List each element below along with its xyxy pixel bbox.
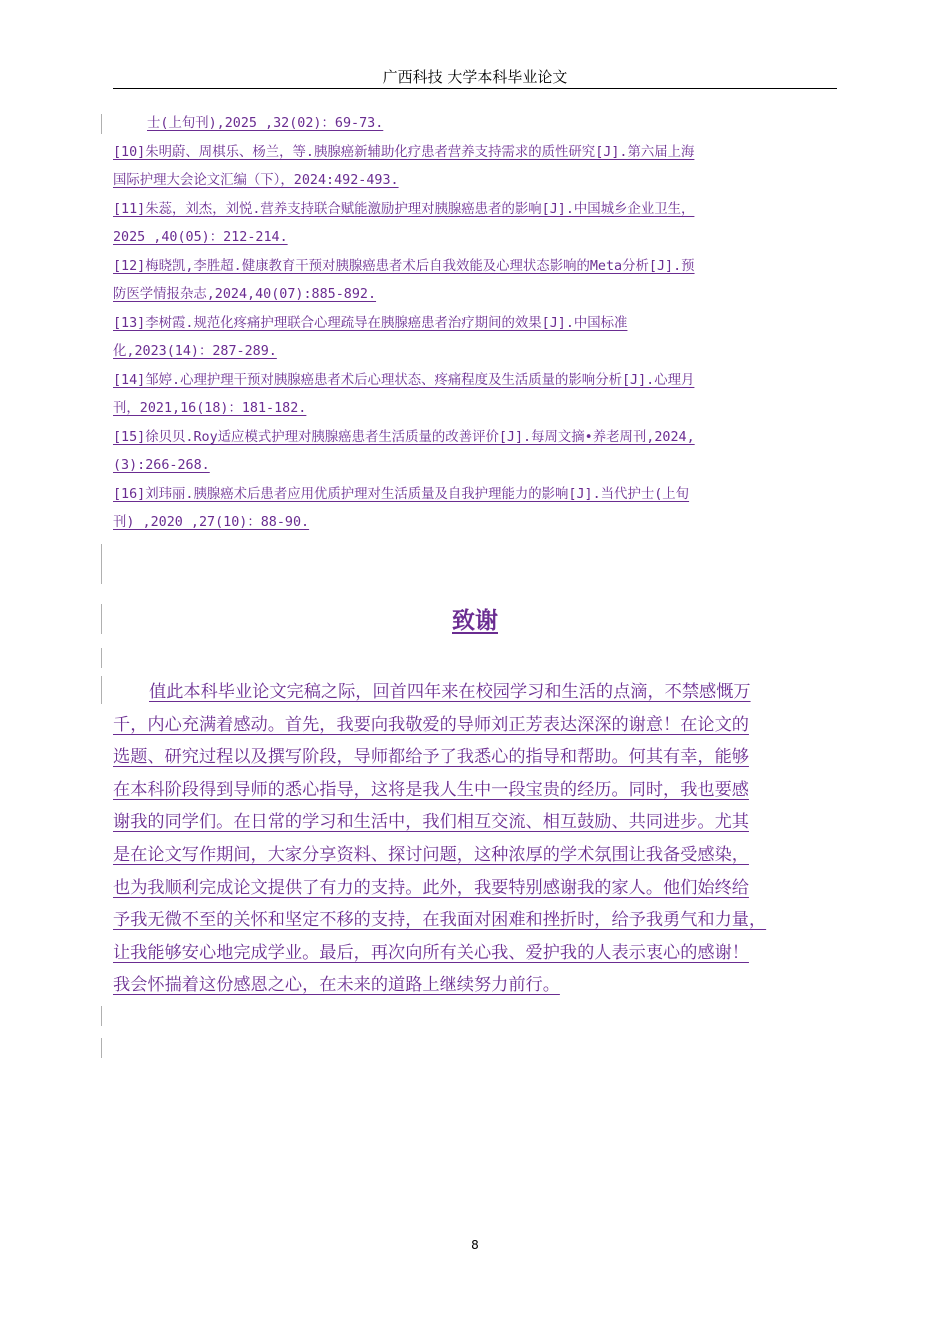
acknowledgement-title: 致谢	[452, 608, 498, 634]
reference-line: [13]李树霞.规范化疼痛护理联合心理疏导在胰腺癌患者治疗期间的效果[J].中国标准	[113, 315, 628, 331]
acknowledgement-line: 千，内心充满着感动。首先，我要向我敬爱的导师刘正芳表达深深的谢意！在论文的	[113, 714, 749, 735]
acknowledgement-line: 值此本科毕业论文完稿之际，回首四年来在校园学习和生活的点滴，不禁感慨万	[149, 682, 751, 702]
reference-line: [12]梅晓凯,李胜超.健康教育干预对胰腺癌患者术后自我效能及心理状态影响的Meta分析[J].预	[113, 258, 695, 274]
change-bar	[101, 1006, 102, 1026]
acknowledgement-line: 是在论文写作期间，大家分享资料、探讨问题，这种浓厚的学术氛围让我备受感染，	[113, 844, 749, 865]
reference-line: 刊) ,2020 ,27(10)：88-90.	[113, 515, 310, 530]
acknowledgement-line: 选题、研究过程以及撰写阶段，导师都给予了我悉心的指导和帮助。何其有幸，能够	[113, 747, 749, 768]
acknowledgement-line: 让我能够安心地完成学业。最后，再次向所有关心我、爱护我的人表示衷心的感谢！	[113, 942, 749, 963]
change-bar	[101, 648, 102, 668]
reference-line: [11]朱蕊，刘杰，刘悦.营养支持联合赋能激励护理对胰腺癌患者的影响[J].中国城乡企业卫生，	[113, 201, 695, 217]
reference-line: 2025 ,40(05)：212-214.	[113, 230, 288, 245]
reference-line: (3):266-268.	[113, 458, 210, 473]
acknowledgement-line: 谢我的同学们。在日常的学习和生活中，我们相互交流、相互鼓励、共同进步。尤其	[113, 812, 749, 833]
page-header	[113, 66, 837, 89]
acknowledgement-body	[113, 676, 858, 1002]
reference-list	[113, 110, 843, 538]
reference-line: [16]刘玮丽.胰腺癌术后患者应用优质护理对生活质量及自我护理能力的影响[J].当代护士(上旬	[113, 486, 690, 502]
reference-line: [15]徐贝贝.Roy适应模式护理对胰腺癌患者生活质量的改善评价[J].每周文摘•养老周刊,2024,	[113, 429, 695, 445]
acknowledgement-line: 在本科阶段得到导师的悉心指导，这将是我人生中一段宝贵的经历。同时，我也要感	[113, 779, 749, 800]
acknowledgement-line: 也为我顺利完成论文提供了有力的支持。此外，我要特别感谢我的家人。他们始终给	[113, 877, 749, 898]
page-number: 8	[471, 1238, 479, 1252]
reference-line: [10]朱明蔚、周棋乐、杨兰，等.胰腺癌新辅助化疗患者营养支持需求的质性研究[J].第六届上海	[113, 144, 695, 160]
change-bar	[101, 1038, 102, 1058]
reference-line: 化,2023(14)：287-289.	[113, 344, 277, 359]
header-title: 广西科技 大学本科毕业论文	[382, 68, 568, 86]
reference-line: 士(上旬刊),2025 ,32(02)：69-73.	[147, 116, 384, 131]
reference-line: 国际护理大会论文汇编（下），2024:492-493.	[113, 173, 399, 188]
change-bar	[101, 544, 102, 584]
reference-line: 防医学情报杂志,2024,40(07):885-892.	[113, 287, 377, 302]
change-bar	[101, 676, 102, 704]
reference-line: 刊，2021,16(18)：181-182.	[113, 401, 307, 416]
reference-line: [14]邹婷.心理护理干预对胰腺癌患者术后心理状态、疼痛程度及生活质量的影响分析[J].心理月	[113, 372, 695, 388]
acknowledgement-line: 予我无微不至的关怀和坚定不移的支持，在我面对困难和挫折时，给予我勇气和力量，	[113, 910, 767, 931]
change-bar	[101, 114, 102, 134]
acknowledgement-line: 我会怀揣着这份感恩之心，在未来的道路上继续努力前行。	[113, 975, 560, 996]
